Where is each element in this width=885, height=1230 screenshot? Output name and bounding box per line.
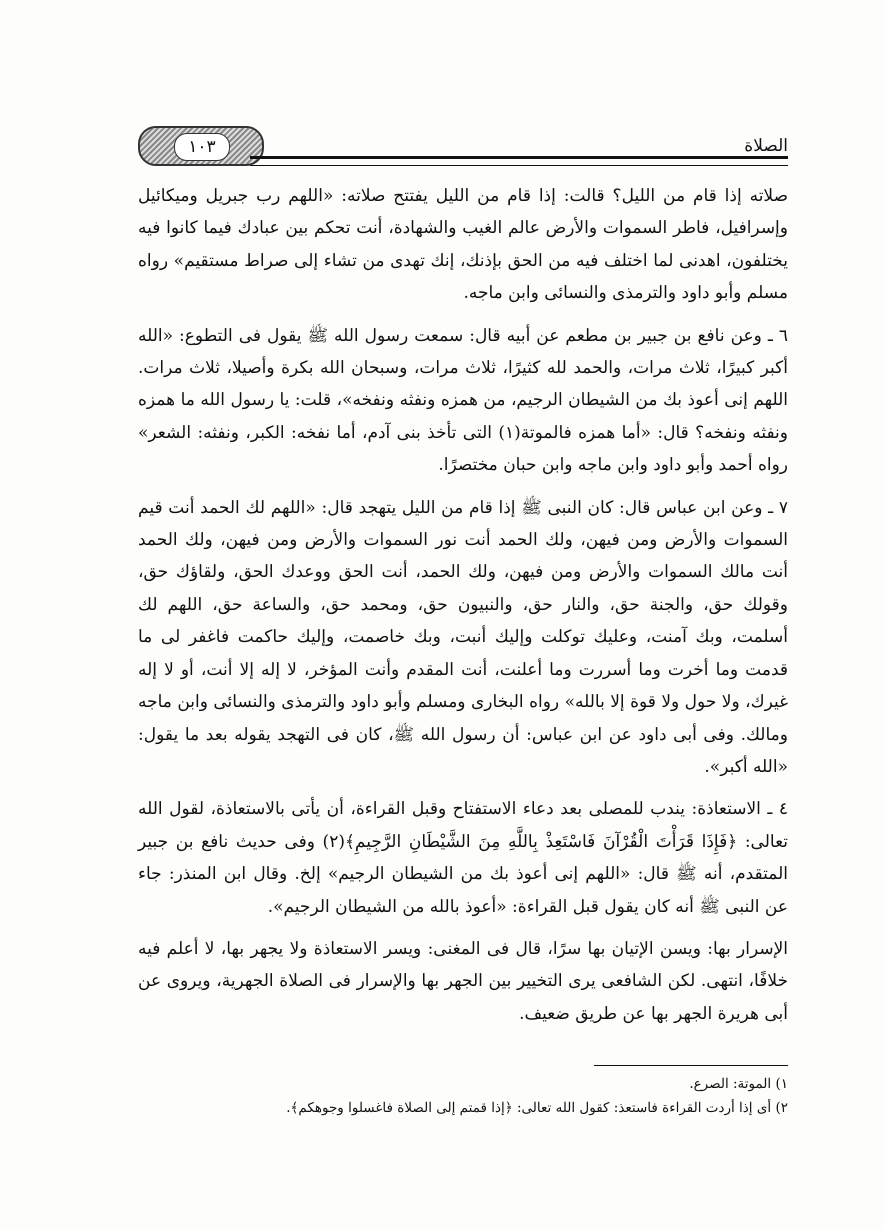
footnote-divider — [594, 1065, 788, 1066]
paragraph-israr: الإسرار بها: ويسن الإتيان بها سرًا، قال فى المغنى: ويسر الاستعاذة ولا يجهر بها، لا أعلم فيه خلافًا، انتهى. لكن الشافعى يرى التخيير بين الجهر بها والإسرار فى الصلاة الجهرية، ويروى عن أبى هريرة الجهر بها عن طريق ضعيف. — [138, 938, 788, 1024]
main-text — [138, 180, 788, 1040]
page-number: ١٠٣ — [174, 133, 230, 161]
chapter-title: الصلاة — [744, 136, 788, 156]
page-number-badge — [138, 126, 264, 166]
footnotes — [138, 1072, 788, 1120]
paragraph-hadith-7: ٧ ـ وعن ابن عباس قال: كان النبى ﷺ إذا قام من الليل يتهجد قال: «اللهم لك الحمد أنت قيم السموات والأرض ومن فيهن، ولك الحمد أنت نور السموات والأرض ومن فيهن، ولك الحمد أنت مالك السموات والأرض ومن فيهن، ولك الحمد، أنت الحق ووعدك الحق، ولقاؤك حق، وقولك حق، والجنة حق، والنار حق، والنبيون حق، ومحمد حق، والساعة حق، اللهم لك أسلمت، وبك آمنت، وعليك توكلت وإليك أنبت، وبك خاصمت، وإليك حاكمت فاغفر لى ما قدمت وما أخرت وما أسررت وما أعلنت، أنت المقدم وأنت المؤخر، لا إله إلا أنت، أو لا إله غيرك، ولا حول ولا قوة إلا بالله» رواه البخارى ومسلم وأبو داود والترمذى والنسائى وابن ماجه ومالك. وفى أبى داود عن ابن عباس: أن رسول الله ﷺ، كان فى التهجد يقوله بعد ما يقول: «الله أكبر». — [138, 497, 788, 777]
footnote-2: ٢) أى إذا أردت القراءة فاستعذ: كقول الله تعالى: ﴿إذا قمتم إلى الصلاة فاغسلوا وجوهكم﴾. — [286, 1100, 788, 1116]
paragraph-istiadha: ٤ ـ الاستعاذة: يندب للمصلى بعد دعاء الاستفتاح وقبل القراءة، أن يأتى بالاستعاذة، لقول الله تعالى: ﴿فَإِذَا قَرَأْتَ الْقُرْآنَ فَاسْتَعِذْ بِاللَّهِ مِنَ الشَّيْطَانِ الرَّجِيمِ﴾(٢) وفى حديث نافع بن جبير المتقدم، أنه ﷺ قال: «اللهم إنى أعوذ بك من الشيطان الرجيم» إلخ. وقال ابن المنذر: جاء عن النبى ﷺ أنه كان يقول قبل القراءة: «أعوذ بالله من الشيطان الرجيم». — [138, 799, 789, 917]
footnote-1: ١) الموتة: الصرع. — [689, 1076, 788, 1092]
page-header — [138, 120, 788, 168]
paragraph-hadith-6: ٦ ـ وعن نافع بن جبير بن مطعم عن أبيه قال: سمعت رسول الله ﷺ يقول فى التطوع: «الله أكبر كبيرًا، ثلاث مرات، والحمد لله كثيرًا، ثلاث مرات، وسبحان الله بكرة وأصيلا، ثلاث مرات. اللهم إنى أعوذ بك من الشيطان الرجيم، من همزه ونفثه ونفخه»، قلت: يا رسول الله ما همزه ونفثه ونفخه؟ قال: «أما همزه فالموتة(١) التى تأخذ بنى آدم، أما نفخه: الكبر، ونفثه: الشعر» رواه أحمد وأبو داود وابن ماجه وابن حبان مختصرًا. — [138, 325, 789, 476]
paragraph-continuation: صلاته إذا قام من الليل؟ قالت: إذا قام من الليل يفتتح صلاته: «اللهم رب جبريل وميكائيل وإسرافيل، فاطر السموات والأرض عالم الغيب والشهادة، أنت تحكم بين عبادك فيما كانوا فيه يختلفون، اهدنى لما اختلف فيه من الحق بإذنك، إنك تهدى من تشاء إلى صراط مستقيم» رواه مسلم وأبو داود والترمذى والنسائى وابن ماجه. — [138, 186, 788, 304]
header-rule — [250, 156, 788, 166]
